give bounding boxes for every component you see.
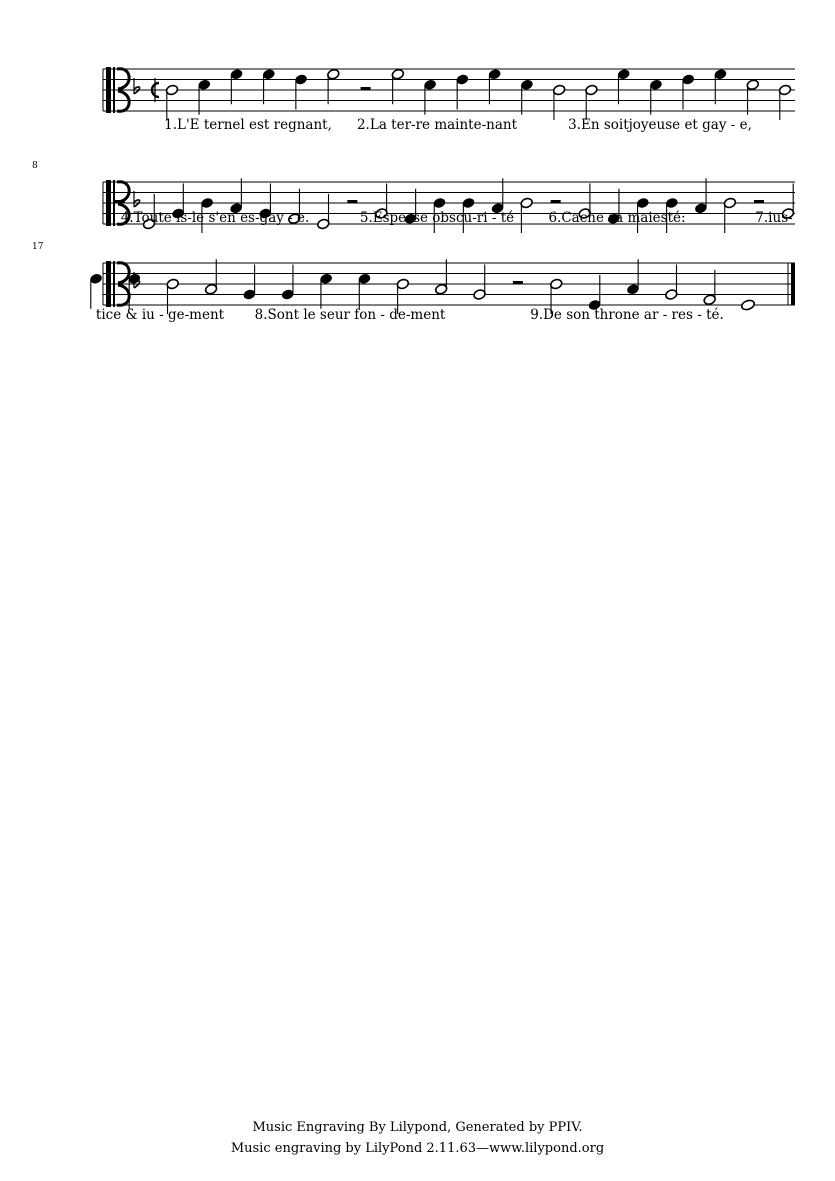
half-rest (115, 200, 125, 203)
quarter-note (488, 68, 501, 104)
quarter-note (491, 178, 504, 214)
measure-number: 17 (32, 242, 44, 252)
quarter-note (281, 265, 294, 301)
half-note (391, 68, 404, 104)
quarter-note (649, 79, 662, 115)
half-rest (754, 200, 764, 203)
half-note (778, 84, 791, 120)
quarter-note (456, 74, 469, 110)
staff-system-3 (32, 242, 795, 323)
lyric-phrase: 1.L'E ternel est regnant, (164, 117, 332, 133)
half-note (473, 265, 486, 301)
half-note (552, 84, 565, 120)
quarter-note (243, 265, 256, 301)
half-note (165, 84, 178, 120)
lyric-phrase: 5.Espesse obscu-ri - té (359, 210, 515, 226)
quarter-note (128, 273, 141, 309)
quarter-note (682, 74, 695, 110)
lyric-phrase: 6.Cache sa maiesté: (548, 210, 686, 226)
lyric-phrase: tice & iu - ge-ment (95, 307, 225, 323)
staff-system-2 (32, 161, 795, 233)
quarter-note (423, 79, 436, 115)
half-note (327, 68, 340, 104)
lyric-phrase: 4.Toute is-le s'en es-gay - e. (120, 210, 310, 226)
quarter-note (626, 259, 639, 295)
quarter-note (294, 74, 307, 110)
measure-number: 8 (32, 161, 38, 171)
half-note (723, 197, 736, 233)
lyric-phrase: 2.La ter-re mainte-nant (356, 117, 518, 133)
half-note (665, 265, 678, 301)
half-note (703, 270, 716, 306)
half-note (746, 79, 759, 115)
quarter-note (319, 273, 332, 309)
half-rest (551, 200, 561, 203)
quarter-note (198, 79, 211, 115)
quarter-note (230, 68, 243, 104)
quarter-note (617, 68, 630, 104)
quarter-note (89, 273, 102, 309)
quarter-note (229, 178, 242, 214)
lyric-phrase: 9.De son throne ar - res - té. (530, 307, 724, 323)
staff-system-1 (103, 67, 795, 133)
quarter-note (694, 178, 707, 214)
quarter-note (714, 68, 727, 104)
lyric-phrase: 3.En soitjoyeuse et gay - e, (568, 117, 752, 133)
half-rest (347, 200, 357, 203)
quarter-note (520, 79, 533, 115)
quarter-note (358, 273, 371, 309)
whole-note (740, 299, 755, 311)
lyric-phrase: 7.ius- (755, 210, 793, 226)
half-note (317, 194, 330, 230)
footer-lilypond-link[interactable]: Music engraving by LilyPond 2.11.63—www.lilypond.org (230, 1141, 605, 1156)
half-note (434, 259, 447, 295)
half-note (520, 197, 533, 233)
half-note (585, 84, 598, 120)
half-rest (361, 87, 371, 90)
lyric-phrase: 8.Sont le seur fon - de-ment (254, 307, 446, 323)
half-rest (513, 281, 523, 284)
final-barline-thick (791, 263, 795, 305)
quarter-note (588, 275, 601, 311)
quarter-note (262, 68, 275, 104)
half-note (204, 259, 217, 295)
flat-key-signature-icon (134, 191, 140, 207)
footer-credit: Music Engraving By Lilypond, Generated by PPIV. (252, 1120, 583, 1135)
flat-key-signature-icon (134, 78, 140, 94)
